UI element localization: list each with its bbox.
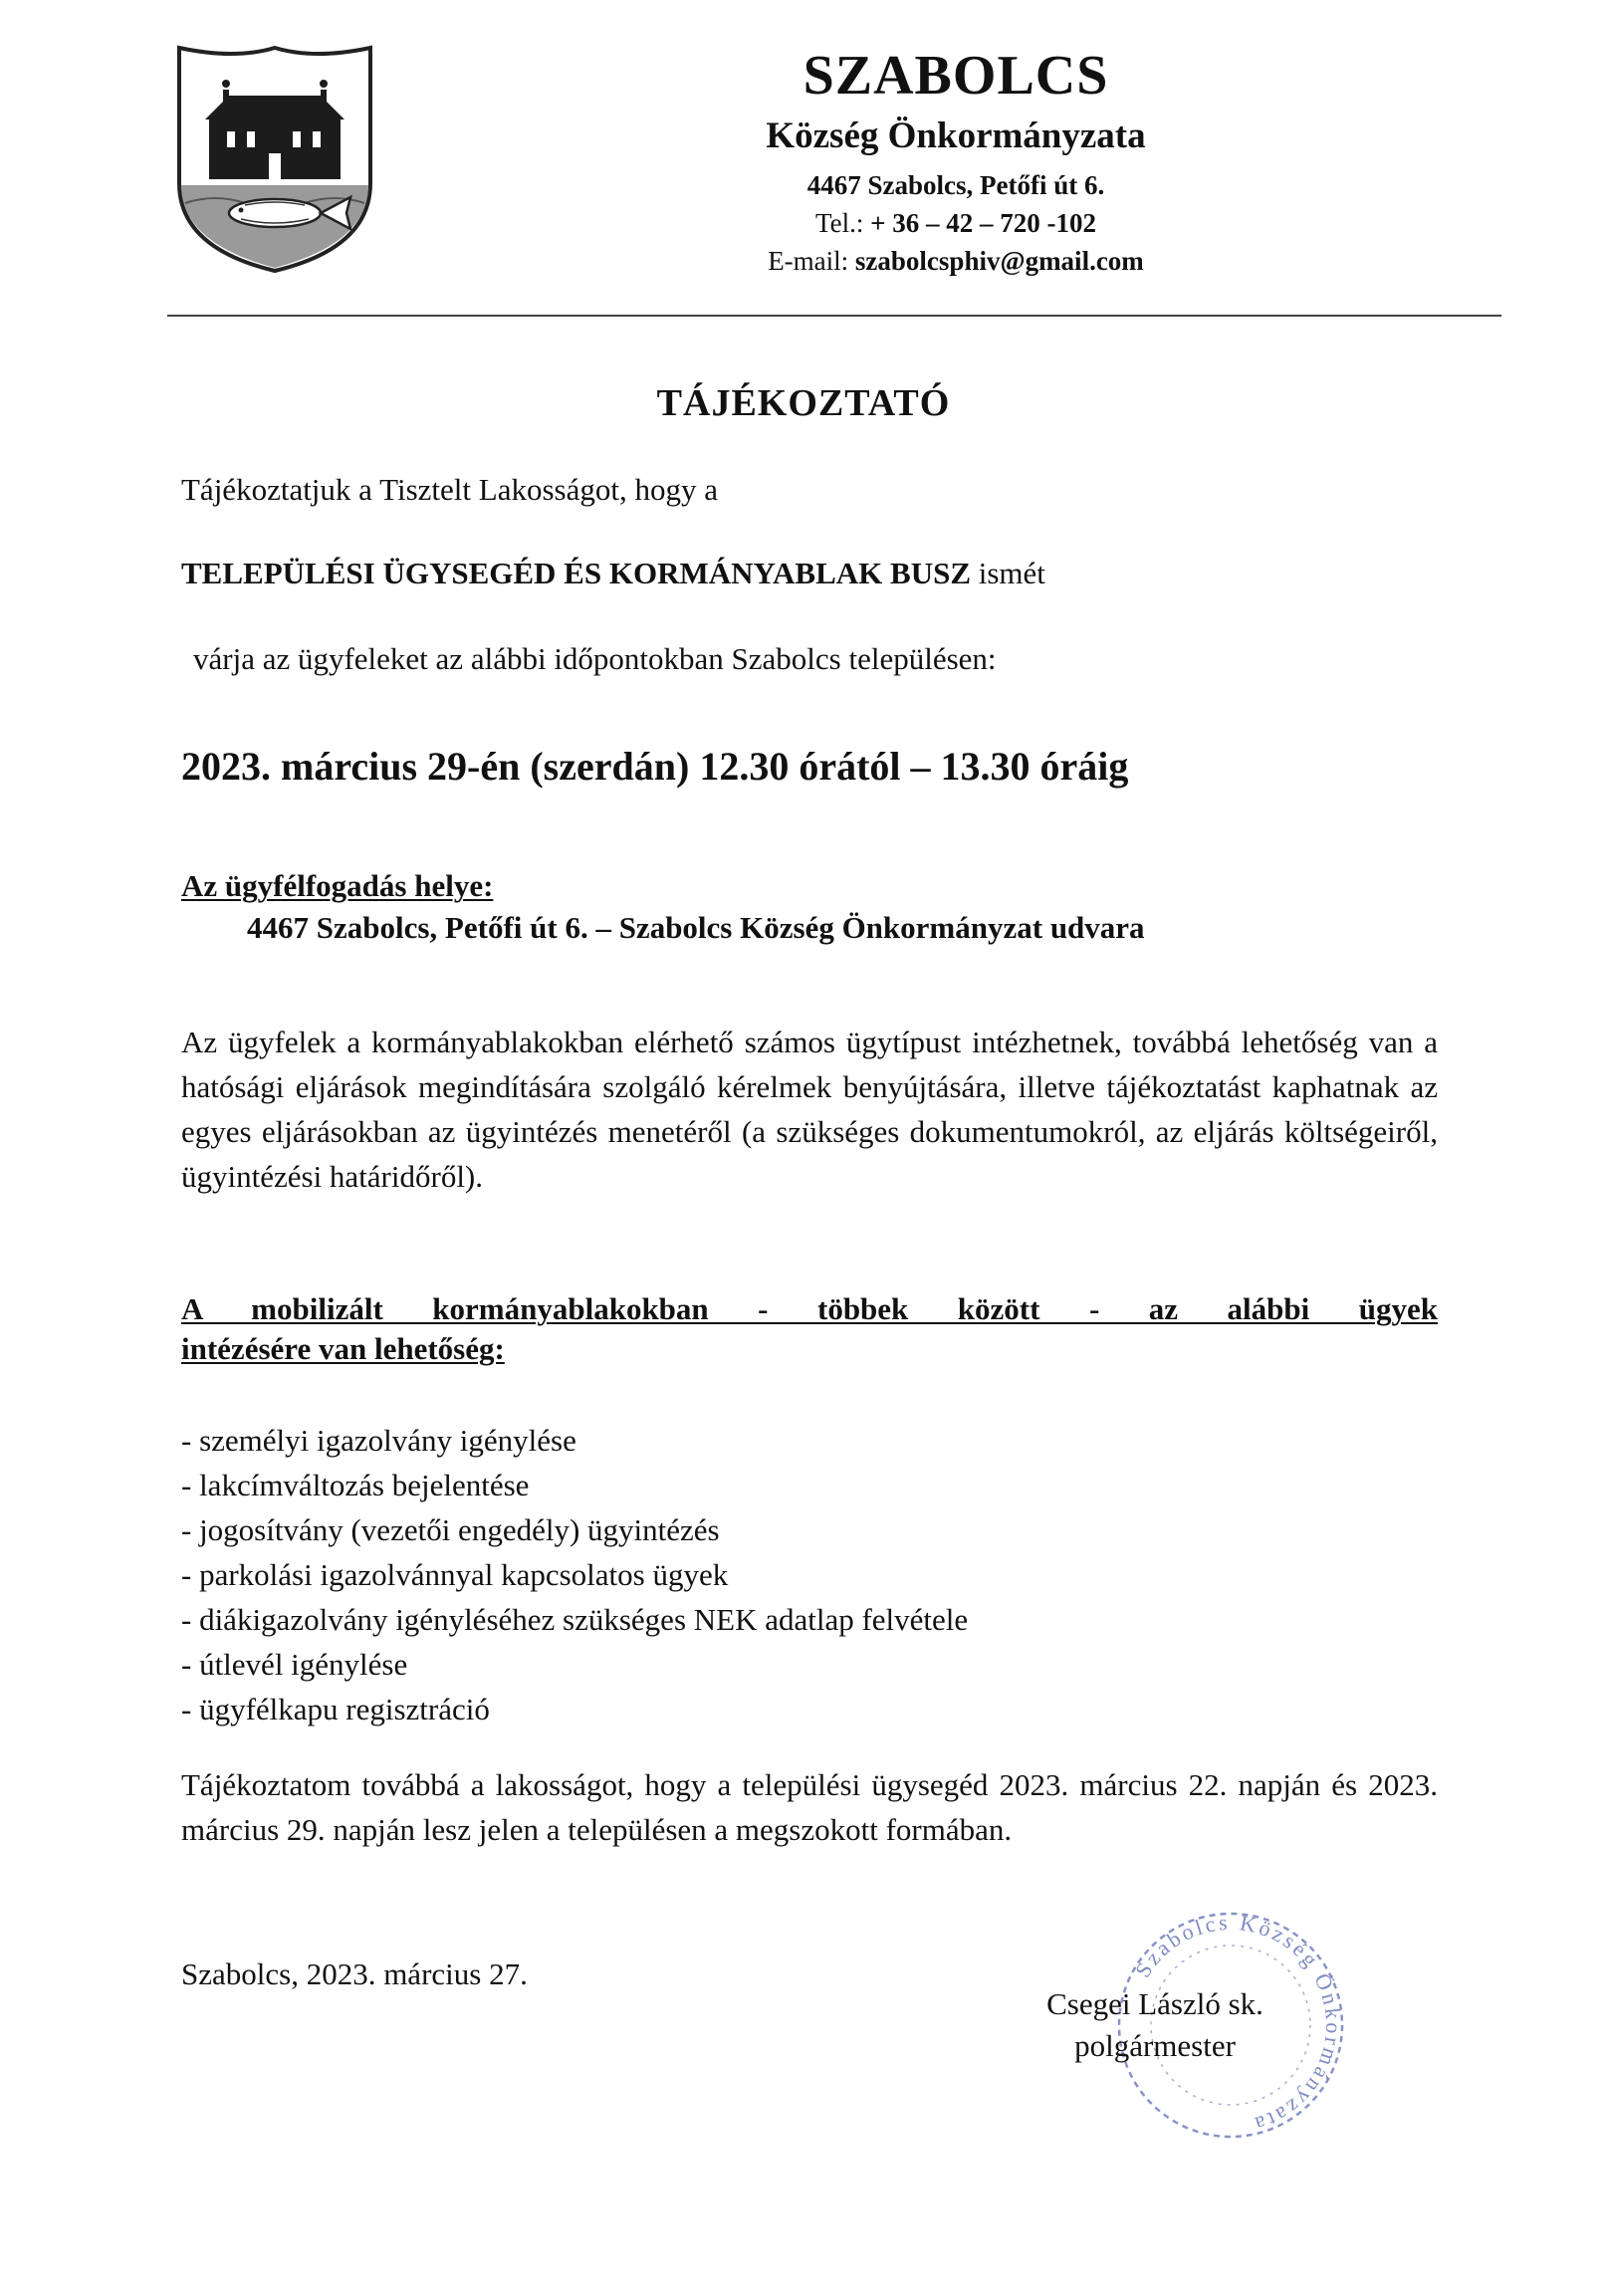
document-title: TÁJÉKOZTATÓ — [656, 382, 951, 424]
letterhead-email — [637, 248, 1274, 275]
list-item: - jogosítvány (vezetői engedély) ügyintézés — [181, 1512, 720, 1547]
email-value: szabolcsphiv@gmail.com — [854, 246, 1144, 276]
stamp-text: Szabolcs Község Önkormányzata — [1129, 1909, 1347, 2139]
list-item: - ügyfélkapu regisztráció — [181, 1692, 490, 1726]
waiting-text: várja az ügyfeleket az alábbi időpontokban Szabolcs településen: — [193, 641, 997, 676]
list-item: - parkolási igazolvánnyal kapcsolatos ügyek — [181, 1557, 729, 1592]
signature-block — [1006, 1983, 1304, 2067]
letterhead-address: 4467 Szabolcs, Petőfi út 6. — [806, 170, 1105, 200]
letterhead-phone — [637, 210, 1274, 237]
location-label: Az ügyfélfogadás helye: — [181, 868, 494, 903]
closing-paragraph: Tájékoztatom továbbá a lakosságot, hogy a települési ügysegéd 2023. március 22. napján és 2023. március 29. napján lesz jelen a településen a megszokott formában. — [181, 1767, 1438, 1847]
municipality-subtitle: Község Önkormányzata — [766, 115, 1146, 156]
coat-of-arms-icon — [175, 44, 374, 275]
services-heading-line1: A mobilizált kormányablakokban - többek között - az alábbi ügyek — [181, 1291, 1438, 1326]
letterhead-divider — [167, 315, 1501, 317]
list-item: - személyi igazolvány igénylése — [181, 1423, 576, 1458]
service-line — [181, 556, 1045, 591]
municipality-name: SZABOLCS — [803, 45, 1109, 107]
list-item: - lakcímváltozás bejelentése — [181, 1468, 530, 1502]
letterhead — [637, 45, 1274, 286]
place-date: Szabolcs, 2023. március 27. — [181, 1956, 528, 1991]
list-item: - diákigazolvány igényléséhez szükséges NEK adatlap felvétele — [181, 1602, 969, 1637]
date-line: 2023. március 29-én (szerdán) 12.30 órától – 13.30 óráig — [181, 744, 1129, 789]
signer-title: polgármester — [1074, 2028, 1236, 2063]
list-item: - útlevél igénylése — [181, 1647, 408, 1682]
location-value: 4467 Szabolcs, Petőfi út 6. – Szabolcs Község Önkormányzat udvara — [247, 910, 1145, 945]
signer-name: Csegei László sk. — [1046, 1986, 1263, 2021]
services-list — [181, 1418, 968, 1731]
email-label: E-mail: — [768, 246, 849, 276]
service-suffix: ismét — [978, 556, 1045, 590]
service-name: TELEPÜLÉSI ÜGYSEGÉD ÉS KORMÁNYABLAK BUSZ — [181, 556, 971, 590]
description-paragraph: Az ügyfelek a kormányablakokban elérhető számos ügytípust intézhetnek, továbbá lehetőség van a hatósági eljárások megindítására szolgáló kérelmek benyújtására, illetve tájékoztatást kaphatnak az egyes eljárásokban az ügyintézés menetéről (a szükséges dokumentumokról, az eljárás költségeiről, ügyintézési határidőről). — [181, 1025, 1438, 1194]
phone-label: Tel.: — [815, 208, 864, 238]
intro-text: Tájékoztatjuk a Tisztelt Lakosságot, hogy a — [181, 472, 718, 507]
services-heading-line2: intézésére van lehetőség: — [181, 1331, 505, 1366]
phone-value: + 36 – 42 – 720 -102 — [870, 208, 1096, 238]
